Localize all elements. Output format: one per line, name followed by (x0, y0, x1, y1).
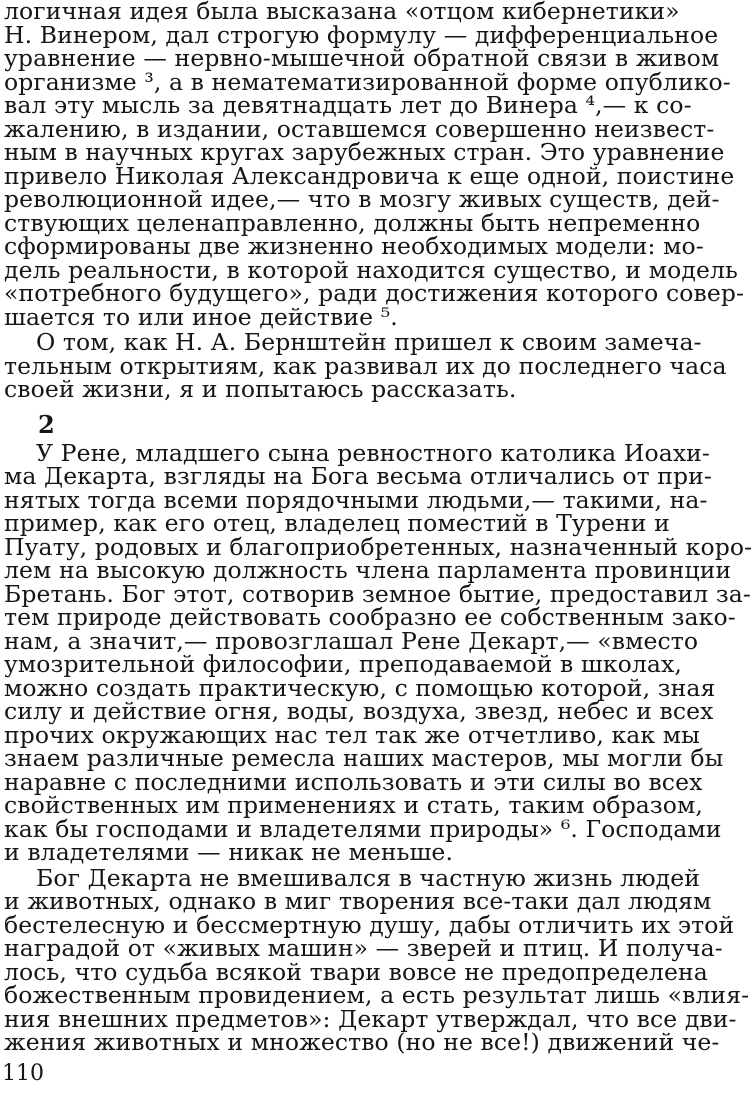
text-line: наградой от «живых машин» — зверей и птиц. И получа- (4, 934, 723, 962)
text-line: лем на высокую должность члена парламента провинции (4, 556, 732, 584)
text-line: «потребного будущего», ради достижения которого совер- (4, 279, 745, 307)
text-line: привело Николая Александровича к еще одной, поистине (4, 161, 735, 190)
text-line: О том, как Н. А. Бернштейн пришел к своим замеча- (36, 328, 702, 356)
text-line: наравне с последними использовать и эти силы во всех (4, 767, 703, 796)
text-line: логичная идея была высказана «отцом кибернетики» (4, 0, 680, 25)
page-number: 110 (2, 1060, 44, 1086)
text-line: шается то или иное действие ⁵. (4, 302, 398, 331)
text-line: жения животных и множество (но не все!) движений че- (4, 1028, 720, 1056)
text-line: знаем различные ремесла наших мастеров, мы могли бы (4, 744, 724, 772)
text-line: тельным открытиям, как развивал их до последнего часа (4, 351, 727, 380)
text-line: Пуату, родовых и благоприобретенных, назначенный коро- (4, 532, 752, 561)
text-line: и владетелями — никак не меньше. (4, 838, 454, 866)
text-line: можно создать практическую, с помощью которой, зная (4, 673, 716, 702)
text-line: и животных, однако в миг творения все-таки дал людям (4, 887, 712, 915)
text-line: прочих окружающих нас тел так же отчетливо, как мы (4, 720, 700, 749)
text-line: ствующих целенаправленно, должны быть непременно (4, 208, 701, 237)
text-line: революционной идее,— что в мозгу живых существ, дей- (4, 185, 720, 213)
text-line: пример, как его отец, владелец поместий в Турени и (4, 509, 670, 537)
text-line: тем природе действовать сообразно ее собственным зако- (4, 603, 736, 631)
text-line: сформированы две жизненно необходимых модели: мо- (4, 232, 704, 260)
text-line: У Рене, младшего сына ревностного католика Иоахи- (36, 438, 710, 467)
text-line: нам, а значит,— провозглашал Рене Декарт,— «вместо (4, 626, 699, 655)
text-line: ным в научных кругах зарубежных стран. Это уравнение (4, 138, 725, 166)
text-line: умозрительной философии, преподаваемой в школах, (4, 650, 682, 678)
text-line: бестелесную и бессмертную душу, дабы отличить их этой (4, 910, 735, 939)
text-line: ния внешних предметов»: Декарт утверждал, что все дви- (4, 1004, 737, 1033)
text-line: уравнение — нервно-мышечной обратной связи в живом (4, 44, 720, 72)
text-line: дель реальности, в которой находится существо, и модель (4, 255, 738, 284)
text-line: лось, что судьба всякой твари вовсе не предопределена (4, 957, 708, 986)
text-line: ма Декарта, взгляды на Бога весьма отличались от при- (4, 462, 712, 490)
text-line: Н. Винером, дал строгую формулу — дифференциальное (4, 20, 719, 49)
text-line: своей жизни, я и попытаюсь рассказать. (4, 375, 517, 403)
text-line: божественным провидением, а есть результат лишь «влия- (4, 981, 750, 1009)
text-line: вал эту мысль за девятнадцать лет до Винера ⁴,— к со- (4, 91, 692, 119)
text-line: свойственных им применениях и стать, таким образом, (4, 791, 703, 819)
text-line: силу и действие огня, воды, воздуха, звезд, небес и всех (4, 697, 714, 725)
text-line: Бретань. Бог этот, сотворив земное бытие, предоставил за- (4, 579, 751, 608)
text-line: жалению, в издании, оставшемся совершенно неизвест- (4, 114, 715, 143)
text-line: организме ³, а в нематематизированной форме опублико- (4, 67, 731, 96)
section-number: 2 (38, 409, 55, 439)
text-line: нятых тогда всеми порядочными людьми,— такими, на- (4, 485, 708, 514)
text-line: Бог Декарта не вмешивался в частную жизнь людей (36, 863, 701, 892)
text-line: как бы господами и владетелями природы» ⁶. Господами (4, 814, 722, 843)
